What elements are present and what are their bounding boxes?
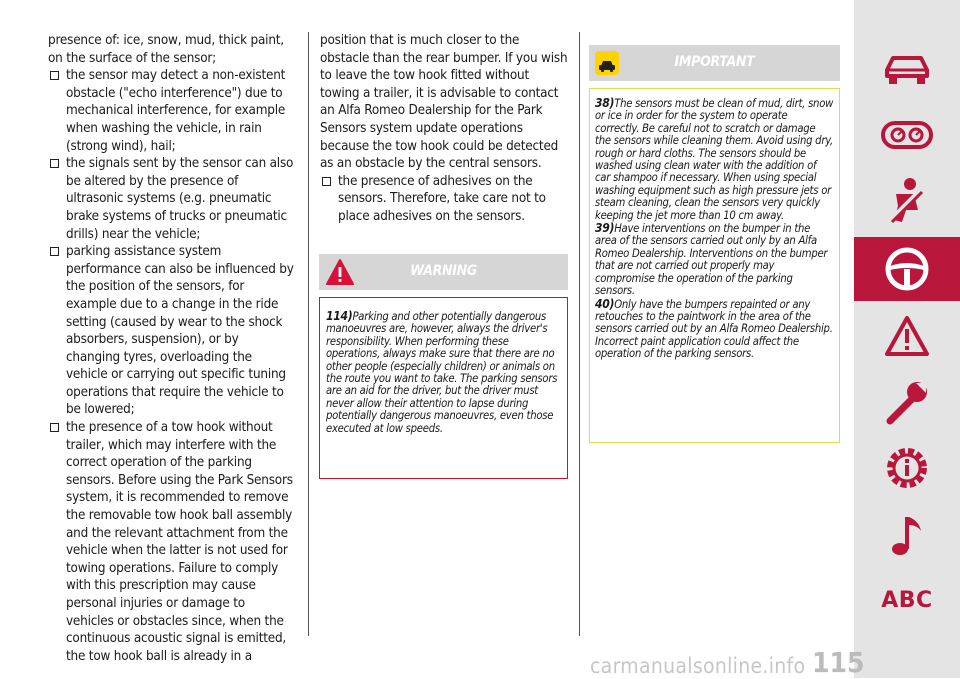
warning-box: [319, 297, 568, 479]
bullet-item: the presence of a tow hook without trailer, which may interfere with the correct operation of the parking sensors. Before using the Park Sensors system, it is recommended to remove the removable tow hook ball assembly and the relevant attachment from the vehicle when the latter is not used for towing operations. Failure to comply with this prescription may cause personal injuries or damage to vehicles or obstacles since, when the continuous acoustic signal is emitted, the tow hook ball is already in a: [48, 419, 296, 665]
checkbox-bullet-icon: [50, 159, 59, 168]
abc-index-icon: ABC: [881, 587, 933, 613]
steering-wheel-icon: [882, 244, 932, 294]
music-note-icon: [887, 511, 927, 559]
paragraph: presence of: ice, snow, mud, thick paint, on the surface of the sensor;: [48, 33, 284, 66]
chapter-sidebar: [854, 0, 960, 678]
important-note: 40)Only have the bumpers repainted or any retouches to the paintwork in the area of the sensors carried out by an Alfa Romeo Dealership. Incorrect paint application could affect the operation of the parking sensors.: [595, 296, 833, 361]
warning-header: [319, 254, 568, 290]
important-title: IMPORTANT: [674, 54, 755, 70]
column-divider: [308, 32, 309, 636]
page-number: 115: [812, 646, 865, 679]
column-2: [320, 32, 568, 226]
checkbox-bullet-icon: [322, 177, 331, 186]
column-divider: [579, 32, 580, 636]
car-icon: [879, 50, 935, 90]
wrench-icon: [882, 377, 932, 427]
sidebar-item-car[interactable]: [854, 38, 960, 102]
watermark: carmanualsonline.info: [590, 654, 806, 678]
paragraph: position that is much closer to the obstacle than the rear bumper. If you wish to leave the tow hook fitted without towing a trailer, it is advisable to contact an Alfa Romeo Dealership for the Park Sensors system update operations because the tow hook could be detected as an obstacle by the central sensors.: [320, 33, 568, 172]
checkbox-bullet-icon: [50, 71, 59, 80]
bullet-item: the presence of adhesives on the sensors. Therefore, take care not to place adhesives on the sensors.: [320, 173, 568, 226]
important-note: 39)Have interventions on the bumper in the area of the sensors carried out only by an Alfa Romeo Dealership. Interventions on the bumper that are not carried out properly may compromise the operation of the parking sensors.: [595, 221, 828, 298]
sidebar-item-index[interactable]: [854, 568, 960, 632]
sidebar-item-emergency[interactable]: [854, 304, 960, 368]
gear-info-icon: [882, 443, 932, 493]
bullet-item: parking assistance system performance can also be influenced by the position of the sensors, for example due to a change in the ride setting (caused by wear to the shock absorbers, suspension), or by changing tyres, overloading the vehicle or carrying out specific tuning operations that require the vehicle to be lowered;: [48, 243, 296, 419]
checkbox-bullet-icon: [50, 423, 59, 432]
warning-note: 114)Parking and other potentially dangerous manoeuvres are, however, always the driver's responsibility. When performing these operations, always make sure that there are no other people (especially children) or animals on the route you want to take. The parking sensors are an aid for the driver, but the driver must never allow their attention to lapse during potentially dangerous manoeuvres, even those executed at low speeds.: [326, 309, 558, 435]
important-note: 38)The sensors must be clean of mud, dirt, snow or ice in order for the system to operate correctly. Be careful not to scratch or damage the sensors while cleaning them. Avoid using dry, rough or hard cloths. The sensors should be washed using clean water with the addition of car shampoo if necessary. When using special washing equipment such as high pressure jets or steam cleaning, clean the sensors very quickly keeping the jet more than 10 cm away.: [595, 96, 834, 222]
checkbox-bullet-icon: [50, 247, 59, 256]
warning-triangle-icon: [883, 314, 931, 358]
seatbelt-person-icon: [882, 176, 932, 228]
dashboard-gauges-icon: [879, 117, 935, 153]
sidebar-item-safety[interactable]: [854, 170, 960, 234]
important-box: [589, 88, 840, 443]
sidebar-item-dashboard[interactable]: [854, 103, 960, 167]
bullet-item: the sensor may detect a non-existent obstacle ("echo interference") due to mechanical interference, for example when washing the vehicle, in rain (strong wind), hail;: [48, 67, 296, 155]
column-1: [48, 32, 296, 665]
bullet-item: the signals sent by the sensor can also be altered by the presence of ultrasonic systems (e.g. pneumatic brake systems of trucks or pneumatic drills) near the vehicle;: [48, 155, 296, 243]
sidebar-item-technical-data[interactable]: [854, 436, 960, 500]
important-header: [589, 45, 840, 81]
sidebar-item-driving[interactable]: [854, 237, 960, 301]
sidebar-item-maintenance[interactable]: [854, 370, 960, 434]
warning-title: WARNING: [410, 263, 477, 279]
sidebar-item-multimedia[interactable]: [854, 503, 960, 567]
